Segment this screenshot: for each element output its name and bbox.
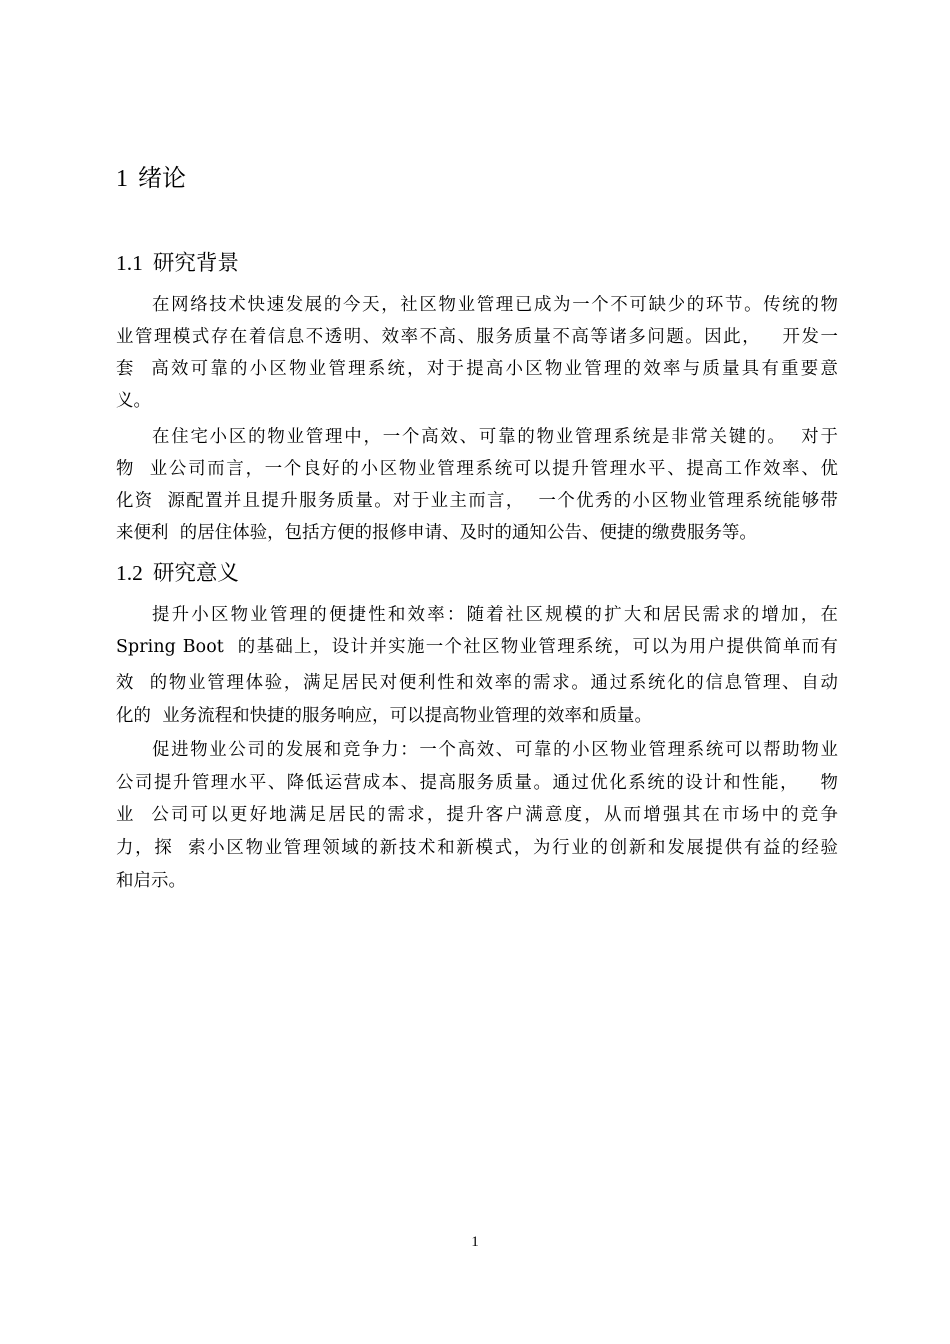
paragraph-line: 业管理模式存在着信息不透明、效率不高、服务质量不高等诸多问题。因此， 开发一 [116,327,838,347]
chapter-title: 绪论 [138,166,186,192]
page-number: 1 [471,1234,479,1250]
paragraph-line: Spring Boot 的基础上，设计并实施一个社区物业管理系统，可以为用户提供简单而有 [116,637,838,657]
paragraph-line: 和启示。 [116,871,186,891]
section-number: 1.2 [116,561,143,585]
paragraph-line: 物 业公司而言，一个良好的小区物业管理系统可以提升管理水平、提高工作效率、优 [116,459,838,479]
section-title: 研究背景 [152,251,239,275]
section-number: 1.1 [116,251,143,275]
section-title: 研究意义 [152,561,239,585]
paragraph-line: 化的 业务流程和快捷的服务响应，可以提高物业管理的效率和质量。 [116,706,652,726]
paragraph-line: 促进物业公司的发展和竞争力：一个高效、可靠的小区物业管理系统可以帮助物业 [152,740,838,760]
chapter-heading [116,164,186,194]
paragraph-line: 在住宅小区的物业管理中，一个高效、可靠的物业管理系统是非常关键的。 对于 [152,427,838,447]
paragraph-line: 提升小区物业管理的便捷性和效率：随着社区规模的扩大和居民需求的增加，在 [152,605,838,625]
chapter-number: 1 [116,166,128,192]
paragraph-line: 来便利 的居住体验，包括方便的报修申请、及时的通知公告、便捷的缴费服务等。 [116,523,757,543]
paragraph-line: 力，探 索小区物业管理领域的新技术和新模式，为行业的创新和发展提供有益的经验 [116,838,838,858]
paragraph-line: 公司提升管理水平、降低运营成本、提高服务质量。通过优化系统的设计和性能， 物 [116,773,838,793]
paragraph-line: 业 公司可以更好地满足居民的需求，提升客户满意度，从而增强其在市场中的竞争 [116,805,838,825]
paragraph-line: 套 高效可靠的小区物业管理系统，对于提高小区物业管理的效率与质量具有重要意 [116,359,838,379]
paragraph-line: 义。 [116,391,151,411]
paragraph-line: 效 的物业管理体验，满足居民对便利性和效率的需求。通过系统化的信息管理、自动 [116,673,838,693]
section-heading-1-1 [116,249,239,277]
paragraph-line: 化资 源配置并且提升服务质量。对于业主而言， 一个优秀的小区物业管理系统能够带 [116,491,838,511]
section-heading-1-2 [116,559,239,587]
paragraph-line: 在网络技术快速发展的今天，社区物业管理已成为一个不可缺少的环节。传统的物 [152,295,838,315]
